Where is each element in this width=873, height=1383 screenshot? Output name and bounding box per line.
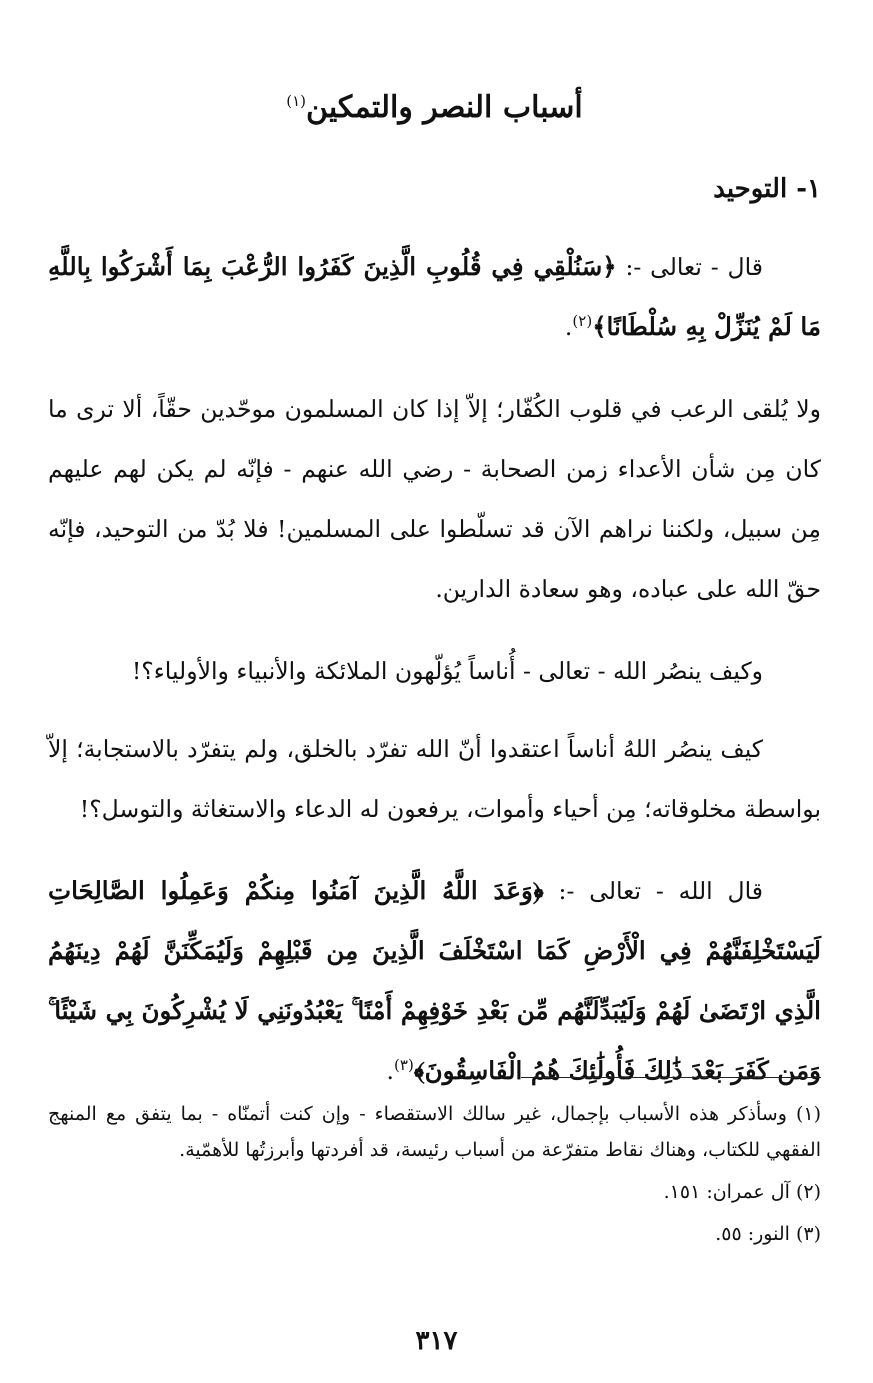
verse-intro: قال الله - تعالى -:	[543, 876, 763, 905]
verse-tail: .	[564, 312, 573, 341]
footnote-number: (٢)	[795, 1181, 821, 1203]
paragraph-verse-1	[48, 237, 821, 357]
footnote-3	[48, 1216, 821, 1252]
verse-intro: قال - تعالى -:	[616, 252, 763, 281]
quran-verse: ﴿سَنُلْقِي فِي قُلُوبِ الَّذِينَ كَفَرُوا الرُّعْبَ بِمَا أَشْرَكُوا بِاللَّهِ مَا لَمْ يُنَزِّلْ بِهِ سُلْطَانًا﴾	[48, 251, 821, 341]
footnote-ref[interactable]: (٣)	[394, 1055, 414, 1074]
page-title	[48, 88, 821, 127]
paragraph-question-2: كيف ينصُر اللهُ أناساً اعتقدوا أنّ الله تفرّد بالخلق، ولم يتفرّد بالاستجابة؛ إلاّ بواسطة مخلوقاته؛ مِن أحياء وأموات، يرفعون له الدعاء والاستغاثة والتوسل؟!	[48, 734, 821, 823]
footnote-text: آل عمران: ١٥١.	[663, 1181, 790, 1203]
paragraph-question-1: وكيف ينصُر الله - تعالى - أُناساً يُؤلّهون الملائكة والأنبياء والأولياء؟!	[131, 656, 763, 685]
footnote-ref[interactable]: (٢)	[572, 311, 593, 330]
title-footnote-ref[interactable]: (١)	[286, 92, 307, 110]
quran-verse: ﴿وَعَدَ اللَّهُ الَّذِينَ آمَنُوا مِنكُمْ وَعَمِلُوا الصَّالِحَاتِ لَيَسْتَخْلِفَنَّهُمْ فِي الْأَرْضِ كَمَا اسْتَخْلَفَ الَّذِينَ مِن قَبْلِهِمْ وَلَيُمَكِّنَنَّ لَهُمْ دِينَهُمُ الَّذِي ارْتَضَىٰ لَهُمْ وَلَيُبَدِّلَنَّهُم مِّن بَعْدِ خَوْفِهِمْ أَمْنًا ۚ يَعْبُدُونَنِي لَا يُشْرِكُونَ بِي شَيْئًا ۚ وَمَن كَفَرَ بَعْدَ ذَٰلِكَ فَأُولَٰئِكَ هُمُ الْفَاسِقُونَ﴾	[48, 875, 821, 1085]
footnote-number: (١)	[795, 1103, 822, 1125]
paragraph-verse-2	[48, 861, 821, 1101]
footnote-divider	[521, 1077, 821, 1078]
verse-tail: .	[386, 1056, 395, 1085]
footnote-number: (٣)	[795, 1223, 821, 1245]
section-heading: ١- التوحيد	[713, 174, 821, 204]
footnote-2	[48, 1174, 821, 1210]
page-number: ٣١٧	[415, 1326, 458, 1356]
footnotes-section	[48, 1096, 821, 1258]
paragraph-explanation: ولا يُلقى الرعب في قلوب الكُفّار؛ إلاّ إذا كان المسلمون موحّدين حقّاً، ألا ترى ما كان مِن شأن الأعداء زمن الصحابة - رضي الله عنهم - فإنّه لم يكن لهم عليهم مِن سبيل، ولكننا نراهم الآن قد تسلّطوا على المسلمين! فلا بُدّ من التوحيد، فإنّه حقّ الله على عباده، وهو سعادة الدارين.	[48, 394, 821, 603]
footnote-1	[48, 1096, 821, 1168]
footnote-text: وسأذكر هذه الأسباب بإجمال، غير سالك الاستقصاء - وإن كنت أتمنّاه - بما يتفق مع المنهج الفقهي للكتاب، وهناك نقاط متفرّعة من أسباب رئيسة، قد أفردتها وأبرزتُها للأهمّية.	[48, 1103, 821, 1161]
footnote-text: النور: ٥٥.	[715, 1223, 790, 1245]
page-title-text: أسباب النصر والتمكين	[306, 90, 583, 125]
